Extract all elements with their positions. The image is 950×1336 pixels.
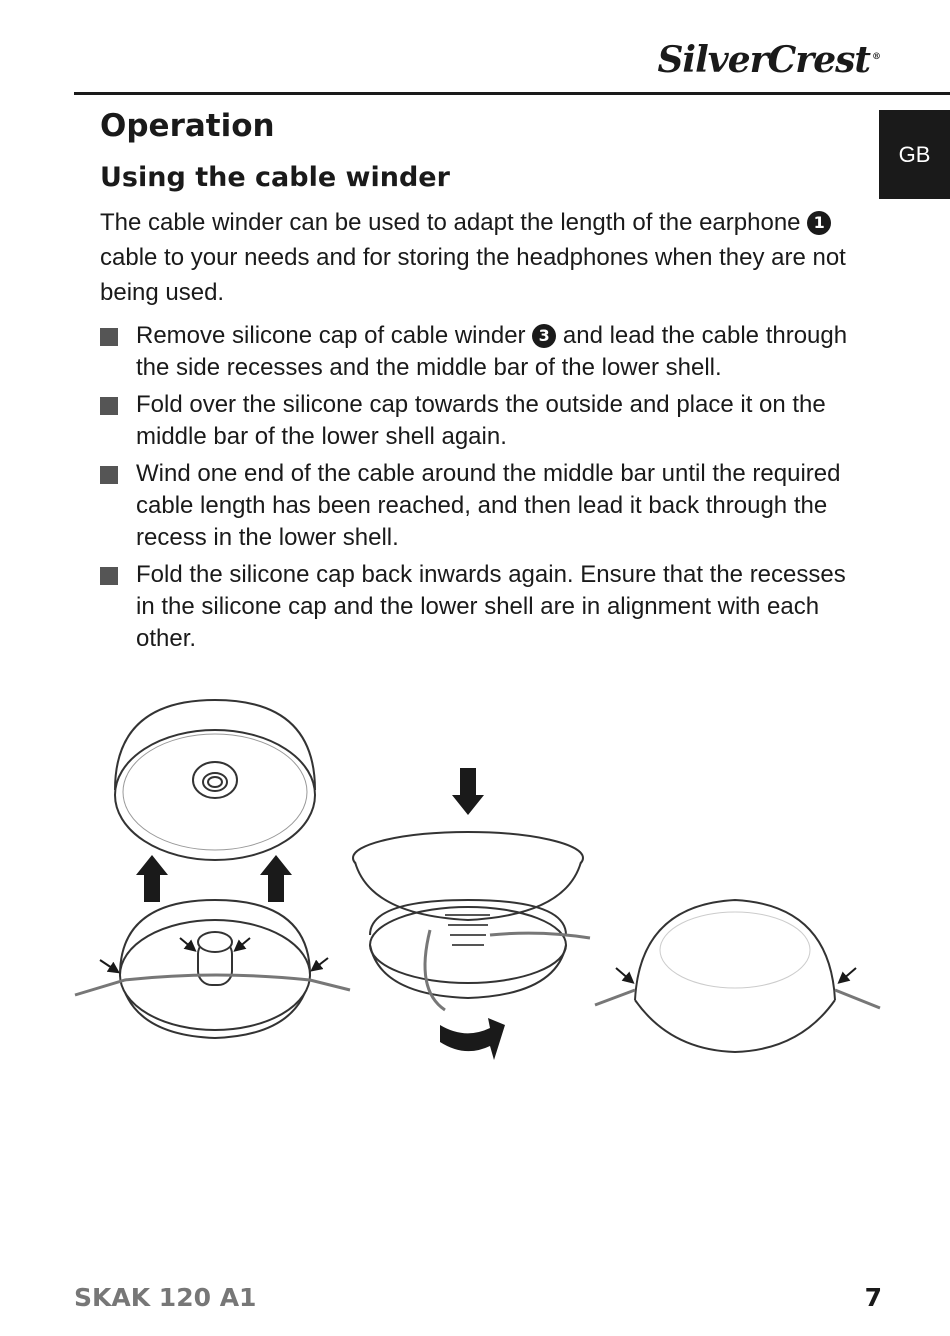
cable-winder-illustration (70, 690, 890, 1070)
step-text: Wind one end of the cable around the middle bar until the required cable length has been reached, and then lead it back through the recess in the lower shell. (136, 460, 841, 551)
square-bullet-icon (100, 328, 118, 346)
step-text-end: and lead the cable through the side recesses and the middle bar of the lower shell. (136, 322, 848, 381)
lower-shell-icon (75, 900, 350, 1038)
square-bullet-icon (100, 466, 118, 484)
registered-mark: ® (872, 52, 880, 62)
winder-closed-icon (595, 900, 880, 1052)
page-number: 7 (864, 1283, 882, 1312)
header-divider (74, 92, 950, 95)
intro-text-end: cable to your needs and for storing the headphones when they are not being used. (100, 244, 846, 306)
up-arrow-icon (136, 855, 292, 902)
intro-text-start: The cable winder can be used to adapt the length of the earphone (100, 209, 808, 236)
intro-paragraph (100, 205, 860, 310)
square-bullet-icon (100, 397, 118, 415)
section-title: Operation (100, 108, 275, 144)
subsection-title: Using the cable winder (100, 162, 450, 193)
brand-logo (657, 39, 880, 81)
list-item (100, 389, 860, 453)
rotate-arrow-icon (440, 1018, 505, 1060)
instruction-list (100, 320, 860, 660)
reference-number: 1 (807, 211, 831, 235)
list-item (100, 458, 860, 554)
list-item (100, 559, 860, 655)
cap-folded-icon (353, 832, 590, 1010)
step-text: Fold the silicone cap back inwards again. Ensure that the recesses in the silicone cap and the lower shell are in alignment with each other. (136, 561, 846, 652)
down-arrow-icon (452, 768, 484, 815)
step-text: Fold over the silicone cap towards the outside and place it on the middle bar of the lower shell again. (136, 391, 826, 450)
silicone-cap-open-icon (115, 700, 315, 860)
brand-name: SilverCrest (657, 39, 870, 81)
reference-number: 3 (532, 324, 556, 348)
square-bullet-icon (100, 567, 118, 585)
step-text: Remove silicone cap of cable winder (136, 322, 533, 349)
list-item (100, 320, 860, 384)
language-tab: GB (879, 110, 950, 199)
model-number: SKAK 120 A1 (74, 1283, 257, 1312)
